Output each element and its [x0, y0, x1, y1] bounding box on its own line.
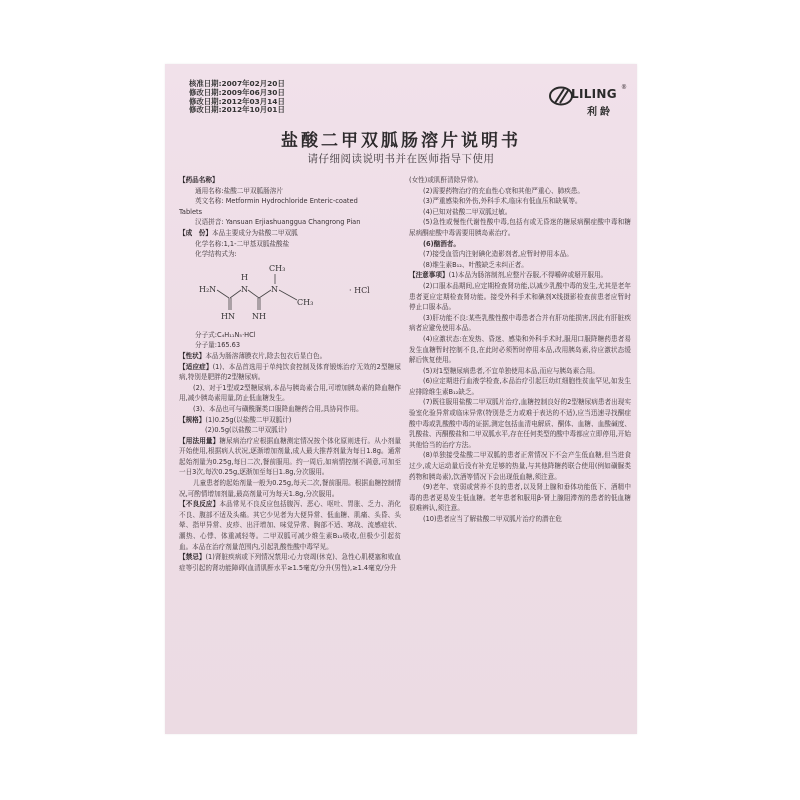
section-dosage-header: 【用法用量】 [179, 436, 220, 445]
section-adverse-header: 【不良反应】 [179, 500, 220, 509]
svg-text:N: N [241, 284, 248, 294]
contraindication-7: (7)接受血管内注射碘化造影剂者,应暂时停用本品。 [423, 250, 573, 259]
right-column [409, 175, 631, 525]
revision-date-1: 修改日期:2009年06月30日 [189, 87, 285, 97]
registered-mark: ® [621, 84, 627, 91]
section-ingredients-header: 【成 份】 [179, 228, 212, 237]
precaution-7: (7)既往服用盐酸二甲双胍片治疗,血糖控制良好的2型糖尿病患者出现实验室化验异常或临床异常(特别是乏力或难于表达的不适),应当迅速寻找酮症酸中毒或乳酸酸中毒的证据,测定包括血清电解质、酮体、血糖、血酸碱度、乳酸盐、丙酮酸盐和二甲双胍水平,存在任何类型的酸中毒都应立即停用,开始其他恰当的治疗方法。 [409, 398, 631, 449]
indication-2: (2)、对于1型或2型糖尿病,本品与胰岛素合用,可增加胰岛素的降血糖作用,减少胰岛素用量,防止低血糖发生。 [179, 383, 401, 403]
contraindications-text: (1)肾脏疾病或下列情况禁用:心力衰竭(休克)、急性心肌梗塞和败血症等引起的肾功能障碍(血清肌酐水平≥1.5毫克/分升(男性),≥1.4毫克/分升 [179, 553, 401, 572]
precaution-1: (1)本品为肠溶制剂,应整片吞服,不得嚼碎或掰开服用。 [448, 271, 608, 280]
appearance-text: 本品为肠溶薄膜衣片,除去包衣后显白色。 [205, 351, 327, 360]
precaution-4: (4)应激状态:在发热、昏迷、感染和外科手术时,服用口服降糖药患者易发生血糖暂时控制不良,在此时必须暂时停用本品,改用胰岛素,待应激状态缓解后恢复使用。 [409, 334, 631, 365]
contraindication-3: (3)严重感染和外伤,外科手术,临床有低血压和缺氧等。 [423, 197, 582, 206]
approval-revision-dates [189, 80, 285, 115]
adverse-text: 本品常见不良反应包括腹泻、恶心、呕吐、胃胀、乏力、消化不良、腹部不适及头痛。其它少见者为大便异常、低血糖、肌痛、头昏、头晕、指甲异常、皮疹、出汗增加、味觉异常、胸部不适、寒战、流感症状、潮热、心悸、体重减轻等。二甲双胍可减少维生素B₁₂吸收,但极少引起贫血。本品在治疗剂量范围内,引起乳酸性酸中毒罕见。 [179, 500, 402, 551]
precaution-9: (9)老年、衰弱或营养不良的患者,以及肾上腺和垂体功能低下、酒精中毒的患者更易发生低血糖。老年患者和服用β-肾上腺阻滞剂的患者的低血糖很难辨认,须注意。 [409, 483, 631, 513]
svg-text:NH: NH [252, 311, 266, 321]
metformin-structure-icon [199, 262, 349, 328]
precaution-2: (2)口服本品期间,应定期检查肾功能,以减少乳酸中毒的发生,尤其是老年患者更应定期检查肾功能。接受外科手术和碘剂X线摄影检查前患者应暂时停止口服本品。 [409, 281, 631, 312]
indication-1: (1)、本品首选用于单纯饮食控制及体育锻炼治疗无效的2型糖尿病,特别是肥胖的2型糖尿病。 [179, 362, 401, 382]
svg-text:N: N [271, 284, 278, 294]
liling-logo-icon [549, 86, 573, 106]
svg-text:H₂N: H₂N [199, 284, 217, 294]
precaution-10: (10)患者应当了解盐酸二甲双胍片治疗的潜在危 [423, 515, 562, 523]
english-name: 英文名称: Metformin Hydrochloride Enteric-coated [195, 197, 358, 206]
pinyin-name: 汉语拼音: Yansuan Erjiashuanggua Changrong Pian [195, 218, 361, 227]
section-contraindications-header: 【禁忌】 [179, 553, 206, 562]
svg-text:CH₃: CH₃ [297, 297, 314, 307]
precaution-5: (5)对1型糖尿病患者,不宜单独使用本品,而应与胰岛素合用。 [423, 366, 599, 375]
svg-text:HN: HN [221, 311, 235, 321]
dosage-text: 糖尿病治疗应根据血糖测定情况按个体化原则进行。从小剂量开始使用,根据病人状况,逐渐增加剂量,成人最大推荐剂量为每日1.8g。通常起始剂量为0.25g,每日二次,餐前服用。约一周后,如病情控制不满意,可加至一日3次,每次0.25g,逐渐加至每日1.8g,分次服用。 [179, 436, 402, 477]
svg-text:CH₃: CH₃ [269, 263, 286, 273]
section-drug-name-header: 【药品名称】 [179, 176, 219, 184]
revision-date-2: 修改日期:2012年03月14日 [189, 96, 285, 106]
brand-name-en: LILING [571, 87, 617, 101]
approval-date: 核准日期:2007年02月20日 [189, 79, 285, 88]
contraindication-5: (5)急性或慢性代谢性酸中毒,包括有或无昏迷的糖尿病酮症酸中毒和糖尿病酮症酸中毒需要用胰岛素治疗。 [409, 218, 631, 237]
chemical-name: 化学名称:1,1-二甲基双胍盐酸盐 [195, 239, 290, 248]
chemical-structure [179, 262, 401, 330]
ingredients-text: 本品主要成分为盐酸二甲双胍 [211, 228, 298, 237]
molecular-formula: 分子式:C₄H₁₁N₅·HCl [195, 330, 256, 339]
contraindication-6: (6)酗酒者。 [423, 239, 460, 248]
brand-name-cn: 利龄 [587, 107, 613, 118]
english-name-cont: Tablets [179, 207, 203, 216]
contraindication-2: (2)需要药物治疗的充血性心衰和其他严重心、肺疾患。 [423, 186, 584, 195]
structure-label: 化学结构式为: [195, 250, 237, 259]
revision-date-3: 修改日期:2012年10月01日 [189, 105, 285, 115]
brand-logo [549, 84, 629, 118]
generic-name: 通用名称:盐酸二甲双胍肠溶片 [195, 186, 283, 195]
molecular-weight: 分子量:165.63 [195, 341, 241, 350]
hcl-salt-label: · HCl [349, 285, 370, 295]
svg-text:H: H [241, 272, 248, 282]
document-title: 盐酸二甲双胍肠溶片说明书 [281, 131, 521, 151]
package-insert-sheet [165, 64, 637, 734]
spec-2: (2)0.5g(以盐酸二甲双胍计) [205, 426, 287, 435]
spec-1: (1)0.25g(以盐酸二甲双胍计) [205, 415, 292, 424]
precaution-3: (3)肝功能不良:某些乳酸性酸中毒患者合并有肝功能损害,因此有肝脏疾病者应避免使用本品。 [409, 313, 631, 333]
section-appearance-header: 【性状】 [179, 351, 206, 360]
contraindication-cont: (女性)或肌酐清除异常)。 [409, 176, 483, 184]
section-indications-header: 【适应症】 [179, 362, 213, 371]
section-specs-header: 【规格】 [179, 415, 206, 424]
left-column [179, 175, 401, 573]
section-precautions-header: 【注意事项】 [409, 271, 449, 280]
indication-3: (3)、本品也可与磺酰脲类口服降血糖药合用,具协同作用。 [193, 404, 363, 413]
dosage-children: 儿童患者的起始剂量一般为0.25g,每天二次,餐前服用。根据血糖控制情况,可酌情增加剂量,最高剂量可为每天1.8g,分次服用。 [179, 479, 401, 498]
contraindication-8: (8)维生素B₁₂、叶酸缺乏未纠正者。 [423, 260, 528, 269]
document-subtitle: 请仔细阅读说明书并在医师指导下使用 [307, 153, 495, 165]
precaution-6: (6)应定期进行血液学检查,本品治疗引起巨幼红细胞性贫血罕见,如发生应排除维生素B₁₂缺乏。 [409, 377, 631, 396]
contraindication-4: (4)已知对盐酸二甲双胍过敏。 [423, 207, 512, 216]
precaution-8: (8)单独接受盐酸二甲双胍的患者正常情况下不会产生低血糖,但当进食过少,或大运动量后没有补充足够的热量,与其他降糖药联合使用(例如磺脲类药物和胰岛素),饮酒等情况下会出现低血糖,须注意。 [409, 451, 631, 481]
